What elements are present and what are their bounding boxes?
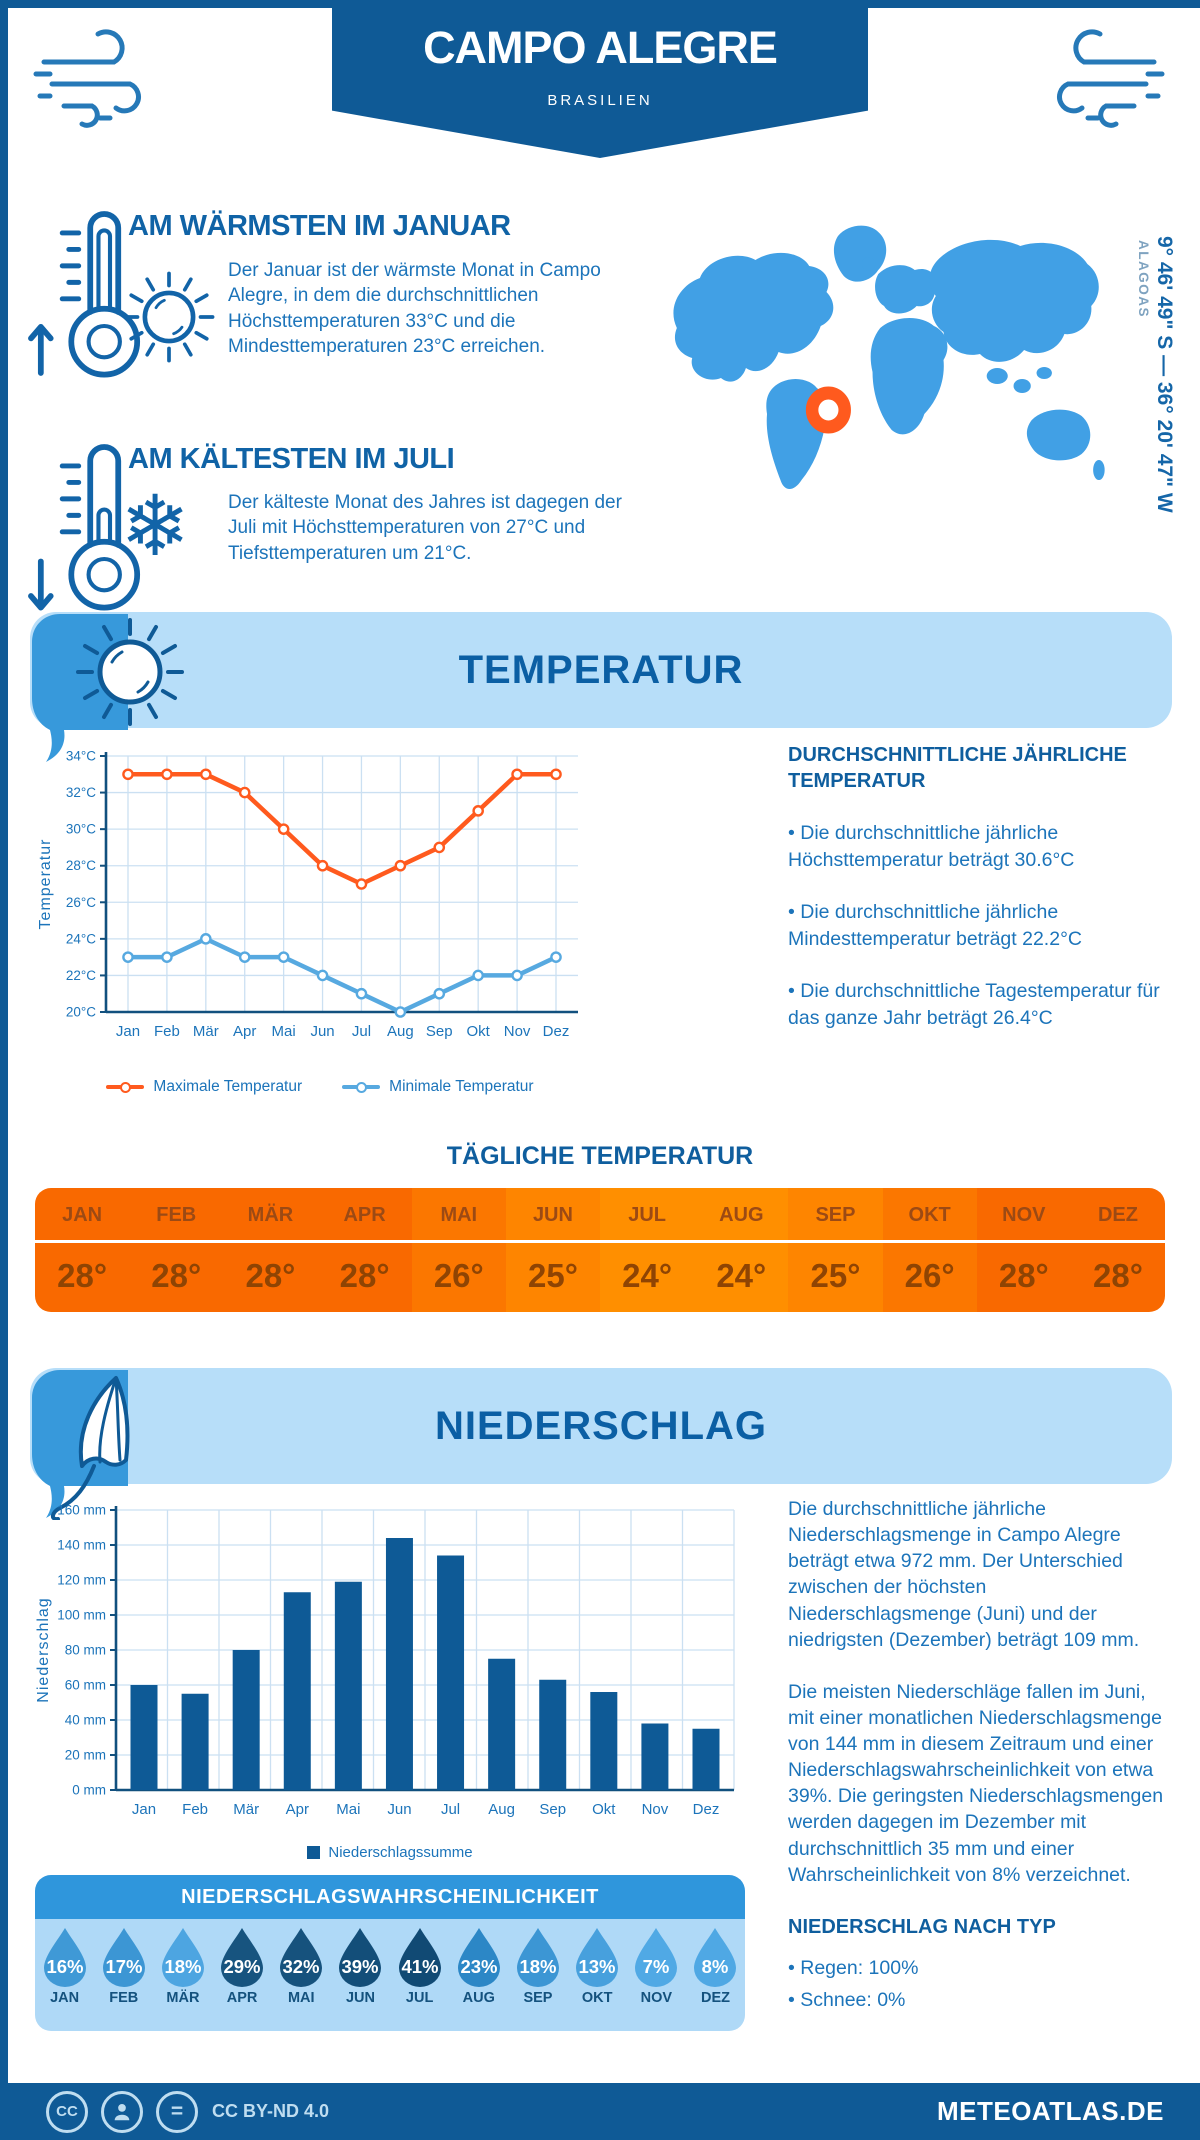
warm-heading: AM WÄRMSTEN IM JANUAR xyxy=(128,210,511,242)
bar xyxy=(590,1692,617,1790)
svg-text:29%: 29% xyxy=(223,1956,261,1977)
svg-text:Apr: Apr xyxy=(285,1801,309,1818)
legend-item xyxy=(342,1078,533,1096)
daily-temp-cell xyxy=(412,1188,506,1312)
temperature-value: 26° xyxy=(904,1257,955,1294)
coordinates-label: 9° 46' 49" S — 36° 20' 47" W xyxy=(1153,236,1176,513)
site-name: METEOATLAS.DE xyxy=(936,2096,1164,2126)
svg-text:Okt: Okt xyxy=(466,1023,490,1040)
legend-item xyxy=(307,1844,472,1861)
precipitation-section-title: NIEDERSCHLAG xyxy=(434,1404,768,1448)
svg-text:Jul: Jul xyxy=(351,1023,372,1040)
month-label: DEZ xyxy=(1071,1188,1165,1243)
bar-chart-svg xyxy=(32,1496,756,1848)
month-label: OKT xyxy=(883,1188,977,1243)
svg-text:Feb: Feb xyxy=(153,1023,180,1040)
probability-drop xyxy=(213,1926,272,2006)
temperature-summary xyxy=(788,742,1174,1057)
cc-nd-icon: = xyxy=(156,2091,198,2133)
probability-drop xyxy=(508,1926,567,2006)
svg-text:39%: 39% xyxy=(341,1956,379,1977)
daily-temp-cell xyxy=(600,1188,694,1312)
svg-text:Mai: Mai xyxy=(271,1023,296,1040)
temperature-value: 25° xyxy=(527,1257,578,1294)
summary-bullet: • Die durchschnittliche jährliche Mindesttemperatur beträgt 22.2°C xyxy=(788,901,1082,950)
precipitation-bar-chart xyxy=(32,1496,756,1848)
probability-drop xyxy=(449,1926,508,2006)
bar xyxy=(539,1680,566,1790)
probability-drop xyxy=(331,1926,390,2006)
svg-text:Jun: Jun xyxy=(387,1801,412,1818)
daily-temperature-table xyxy=(35,1188,1165,1312)
month-label: FEB xyxy=(129,1188,223,1243)
location-marker xyxy=(812,393,845,427)
line-chart-svg xyxy=(36,740,596,1074)
svg-text:32%: 32% xyxy=(282,1956,320,1977)
bar xyxy=(693,1729,720,1790)
month-label: SEP xyxy=(788,1188,882,1243)
probability-drop xyxy=(272,1926,331,2006)
svg-text:Sep: Sep xyxy=(425,1023,453,1040)
svg-text:30°C: 30°C xyxy=(65,821,96,837)
bar xyxy=(437,1556,464,1791)
temperature-value: 28° xyxy=(1093,1257,1143,1294)
svg-text:Nov: Nov xyxy=(503,1023,531,1040)
month-label: JAN xyxy=(35,1188,129,1243)
probability-drops xyxy=(35,1919,745,2006)
svg-text:Sep: Sep xyxy=(539,1801,567,1818)
svg-text:34°C: 34°C xyxy=(65,748,96,764)
cold-description: Der kälteste Monat des Jahres ist dagegen der Juli mit Höchsttemperaturen von 27°C und Tiefsttemperaturen um 21°C. xyxy=(228,492,622,564)
precipitation-summary xyxy=(788,1496,1174,2016)
summary-bullet: • Die durchschnittliche Tagestemperatur für das ganze Jahr beträgt 26.4°C xyxy=(788,980,1160,1029)
month-label: AUG xyxy=(694,1188,788,1243)
month-label: JUL xyxy=(600,1188,694,1243)
svg-text:20 mm: 20 mm xyxy=(64,1747,106,1763)
month-label: FEB xyxy=(109,1990,139,2006)
svg-text:Jul: Jul xyxy=(440,1801,461,1818)
svg-text:Mär: Mär xyxy=(233,1801,260,1818)
svg-text:Okt: Okt xyxy=(592,1801,616,1818)
temperature-section-title: TEMPERATUR xyxy=(458,648,744,692)
bar xyxy=(488,1659,515,1790)
left-border xyxy=(0,0,8,2083)
page-title: CAMPO ALEGRE xyxy=(423,22,777,73)
raindrop-icon xyxy=(40,1926,90,1988)
raindrop-icon xyxy=(335,1926,385,1988)
raindrop-icon xyxy=(158,1926,208,1988)
temperature-value: 24° xyxy=(622,1257,673,1294)
snowflake-icon: ❄ xyxy=(120,477,191,575)
month-label: OKT xyxy=(581,1990,613,2006)
daily-temp-cell xyxy=(223,1188,317,1312)
bar xyxy=(641,1724,668,1791)
month-label: APR xyxy=(318,1188,412,1243)
svg-text:Aug: Aug xyxy=(387,1023,414,1040)
month-label: APR xyxy=(226,1990,258,2006)
svg-text:17%: 17% xyxy=(105,1956,143,1977)
month-label: NOV xyxy=(640,1990,673,2006)
temperature-value: 28° xyxy=(339,1257,390,1294)
svg-text:26°C: 26°C xyxy=(65,894,96,910)
cold-heading: AM KÄLTESTEN IM JULI xyxy=(128,443,455,475)
svg-text:20°C: 20°C xyxy=(65,1004,96,1020)
svg-text:22°C: 22°C xyxy=(65,967,96,983)
cc-icon: CC xyxy=(46,2091,88,2133)
daily-temp-cell xyxy=(35,1188,129,1312)
wind-icon xyxy=(1018,22,1168,140)
temperature-value: 25° xyxy=(810,1257,861,1294)
warm-description: Der Januar ist der wärmste Monat in Campo Alegre, in dem die durchschnittlichen Höchsttemperaturen 33°C und die Mindesttemperaturen 23°C erreichen. xyxy=(228,260,601,357)
svg-text:Niederschlag: Niederschlag xyxy=(35,1597,52,1703)
temperature-value: 28° xyxy=(998,1257,1049,1294)
svg-text:Nov: Nov xyxy=(641,1801,669,1818)
month-label: MÄR xyxy=(223,1188,317,1243)
temperature-value: 28° xyxy=(57,1257,108,1294)
legend-label: Niederschlagssumme xyxy=(328,1844,473,1861)
region-label: ALAGOAS xyxy=(1136,240,1151,318)
probability-drop xyxy=(94,1926,153,2006)
type-bullet: • Regen: 100% xyxy=(788,1956,919,1979)
probability-drop xyxy=(390,1926,449,2006)
raindrop-icon xyxy=(572,1926,622,1988)
svg-text:28°C: 28°C xyxy=(65,858,96,874)
raindrop-icon xyxy=(454,1926,504,1988)
legend-swatch xyxy=(106,1085,144,1090)
svg-text:0 mm: 0 mm xyxy=(72,1782,106,1798)
daily-temp-cell xyxy=(788,1188,882,1312)
probability-title: NIEDERSCHLAGSWAHRSCHEINLICHKEIT xyxy=(35,1875,745,1919)
svg-text:18%: 18% xyxy=(164,1956,202,1977)
precipitation-chart-legend xyxy=(60,1844,720,1861)
svg-text:Dez: Dez xyxy=(542,1023,570,1040)
wind-icon xyxy=(30,22,180,140)
temperature-value: 28° xyxy=(245,1257,296,1294)
svg-text:Temperatur: Temperatur xyxy=(37,838,54,930)
bar xyxy=(284,1592,311,1790)
daily-temp-cell xyxy=(694,1188,788,1312)
cc-icons xyxy=(46,2091,198,2133)
probability-drop xyxy=(627,1926,686,2006)
svg-text:Apr: Apr xyxy=(233,1023,257,1040)
raindrop-icon xyxy=(513,1926,563,1988)
probability-drop xyxy=(686,1926,745,2006)
svg-text:140 mm: 140 mm xyxy=(57,1537,106,1553)
probability-body xyxy=(35,1919,745,2031)
daily-temp-cell xyxy=(883,1188,977,1312)
svg-text:Mär: Mär xyxy=(192,1023,219,1040)
temperature-value: 26° xyxy=(433,1257,484,1294)
legend-label: Maximale Temperatur xyxy=(153,1078,303,1095)
month-label: MAI xyxy=(287,1990,315,2006)
daily-temp-cell xyxy=(977,1188,1071,1312)
month-label: JAN xyxy=(50,1990,80,2006)
month-label: MÄR xyxy=(166,1990,200,2006)
svg-text:13%: 13% xyxy=(578,1956,616,1977)
month-label: MAI xyxy=(412,1188,506,1243)
svg-text:160 mm: 160 mm xyxy=(57,1502,106,1518)
bar xyxy=(182,1694,209,1790)
month-label: AUG xyxy=(462,1990,495,2006)
probability-drop xyxy=(568,1926,627,2006)
svg-text:Jan: Jan xyxy=(131,1801,157,1818)
month-label: DEZ xyxy=(700,1990,730,2006)
legend-item xyxy=(106,1078,302,1096)
cc-by-person-icon xyxy=(101,2091,143,2133)
bar xyxy=(233,1650,260,1790)
svg-text:32°C: 32°C xyxy=(65,785,96,801)
precipitation-type-title: NIEDERSCHLAG NACH TYP xyxy=(788,1915,1056,1938)
month-label: JUL xyxy=(405,1990,434,2006)
svg-text:Feb: Feb xyxy=(182,1801,209,1818)
month-label: JUN xyxy=(345,1990,375,2006)
temperature-line-chart xyxy=(36,740,596,1074)
daily-temp-cell xyxy=(318,1188,412,1312)
precipitation-paragraph: Die durchschnittliche jährliche Niederschlagsmenge in Campo Alegre beträgt etwa 972 mm. Der Unterschied zwischen der höchsten Niederschlagsmenge (Juni) und der niedrigsten (Dezember) beträgt 109 mm. xyxy=(788,1498,1140,1651)
legend-label: Minimale Temperatur xyxy=(389,1078,534,1095)
month-label: SEP xyxy=(523,1990,553,2006)
temperature-chart-legend xyxy=(40,1078,600,1096)
raindrop-icon xyxy=(395,1926,445,1988)
svg-text:100 mm: 100 mm xyxy=(57,1607,106,1623)
svg-text:120 mm: 120 mm xyxy=(57,1572,106,1588)
month-label: NOV xyxy=(977,1188,1071,1243)
svg-text:8%: 8% xyxy=(702,1956,729,1977)
bar xyxy=(386,1538,413,1790)
summary-bullet: • Die durchschnittliche jährliche Höchsttemperatur beträgt 30.6°C xyxy=(788,822,1075,871)
svg-text:Jun: Jun xyxy=(310,1023,335,1040)
raindrop-icon xyxy=(690,1926,740,1988)
legend-swatch xyxy=(342,1085,380,1090)
raindrop-icon xyxy=(99,1926,149,1988)
temperature-value: 28° xyxy=(151,1257,202,1294)
temperature-value: 24° xyxy=(716,1257,767,1294)
svg-text:40 mm: 40 mm xyxy=(64,1712,106,1728)
raindrop-icon xyxy=(631,1926,681,1988)
sun-icon xyxy=(118,266,220,368)
temperature-summary-title: DURCHSCHNITTLICHE JÄHRLICHE TEMPERATUR xyxy=(788,744,1127,792)
daily-temperature-title: TÄGLICHE TEMPERATUR xyxy=(446,1142,754,1170)
raindrop-icon xyxy=(276,1926,326,1988)
daily-temp-cell xyxy=(1071,1188,1165,1312)
svg-text:80 mm: 80 mm xyxy=(64,1642,106,1658)
month-label: JUN xyxy=(506,1188,600,1243)
svg-text:Dez: Dez xyxy=(692,1801,720,1818)
raindrop-icon xyxy=(217,1926,267,1988)
page-subtitle: BRASILIEN xyxy=(547,92,653,109)
probability-drop xyxy=(35,1926,94,2006)
bar xyxy=(335,1582,362,1790)
legend-swatch xyxy=(307,1846,320,1859)
svg-text:7%: 7% xyxy=(642,1956,670,1977)
svg-text:Mai: Mai xyxy=(336,1801,361,1818)
probability-drop xyxy=(153,1926,212,2006)
license-label: CC BY-ND 4.0 xyxy=(212,2101,330,2121)
svg-text:Jan: Jan xyxy=(115,1023,141,1040)
daily-temp-cell xyxy=(506,1188,600,1312)
precipitation-probability-box xyxy=(35,1875,745,2031)
bar xyxy=(131,1685,158,1790)
svg-text:24°C: 24°C xyxy=(65,931,96,947)
footer xyxy=(0,2083,1200,2140)
precipitation-paragraph: Die meisten Niederschläge fallen im Juni, mit einer monatlichen Niederschlagsmenge von 144 mm in diesem Zeitraum und einer Niederschlagswahrscheinlichkeit von etwa 39%. Die geringsten Niederschlagsmengen werden dagegen im Dezember mit durchschnittlich 35 mm und einer Wahrscheinlichkeit von 8% verzeichnet. xyxy=(788,1680,1164,1886)
svg-text:23%: 23% xyxy=(460,1956,498,1977)
daily-temp-cell xyxy=(129,1188,223,1312)
svg-text:Aug: Aug xyxy=(488,1801,515,1818)
svg-text:60 mm: 60 mm xyxy=(64,1677,106,1693)
svg-text:41%: 41% xyxy=(401,1956,439,1977)
svg-text:16%: 16% xyxy=(46,1956,84,1977)
svg-text:18%: 18% xyxy=(519,1956,557,1977)
type-bullet: • Schnee: 0% xyxy=(788,1988,906,2011)
world-map xyxy=(650,208,1120,568)
